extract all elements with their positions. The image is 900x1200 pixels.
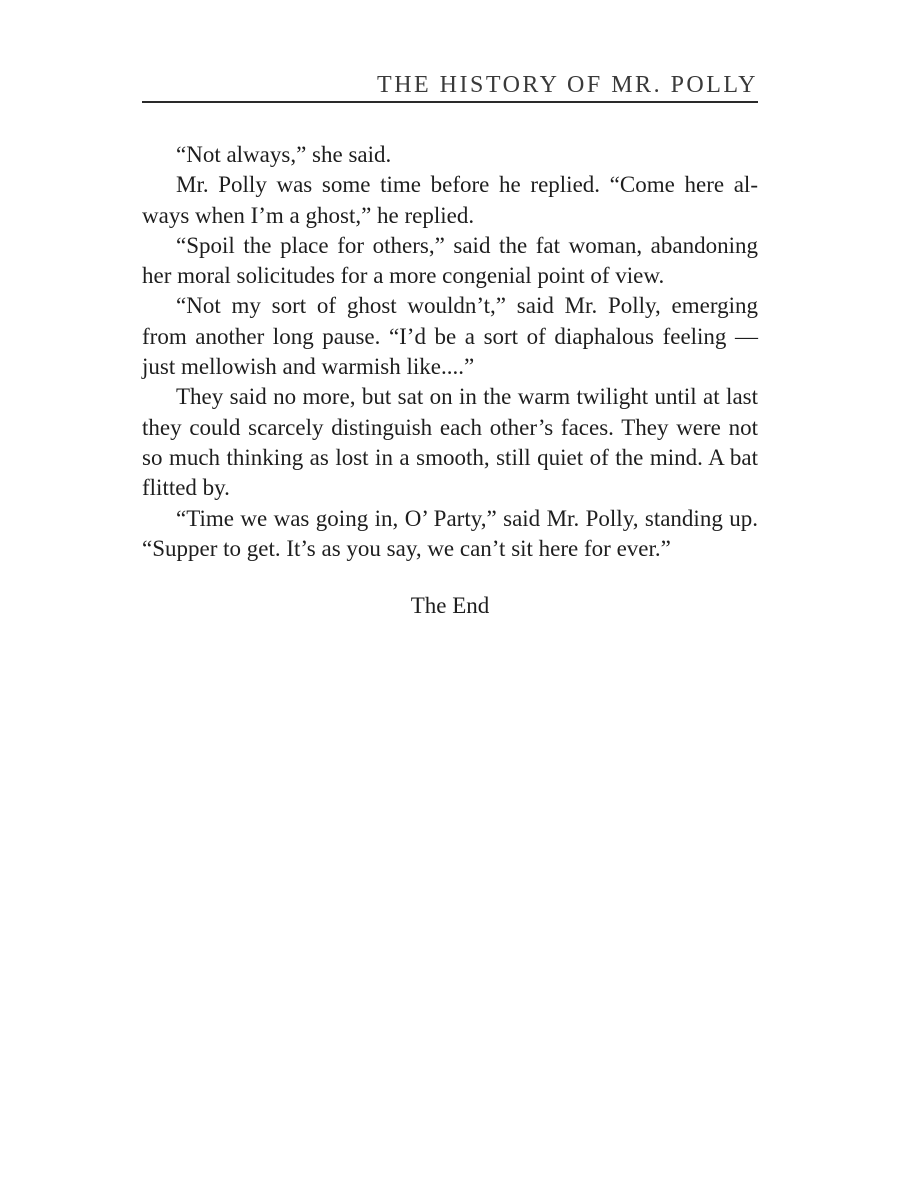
the-end-closing: The End	[410, 593, 490, 618]
paragraph: “Spoil the place for others,” said the fat woman, abandoning her moral solicitudes for a more congenial point of view.	[142, 232, 758, 289]
paragraph: “Not always,” she said.	[176, 142, 392, 167]
paragraph: “Time we was going in, O’ Party,” said Mr. Polly, standing up. “Supper to get. It’s as you say, we can’t sit here for ever.”	[142, 505, 758, 561]
header-rule	[142, 101, 758, 103]
paragraph: They said no more, but sat on in the warm twilight until at last they could scarcely distinguish each other’s faces. They were not so much thinking as lost in a smooth, still quiet of the mind. A bat flitted by.	[142, 384, 758, 501]
body-text	[142, 140, 758, 564]
paragraph: “Not my sort of ghost wouldn’t,” said Mr. Polly, emerging from another long pause. “I’d be a sort of diaphalous feeling — just mellowish and warmish like....”	[142, 293, 758, 380]
running-header-title: THE HISTORY OF MR. POLLY	[377, 72, 758, 98]
paragraph: Mr. Polly was some time before he replied. “Come here always when I’m a ghost,” he replied.	[142, 172, 758, 228]
